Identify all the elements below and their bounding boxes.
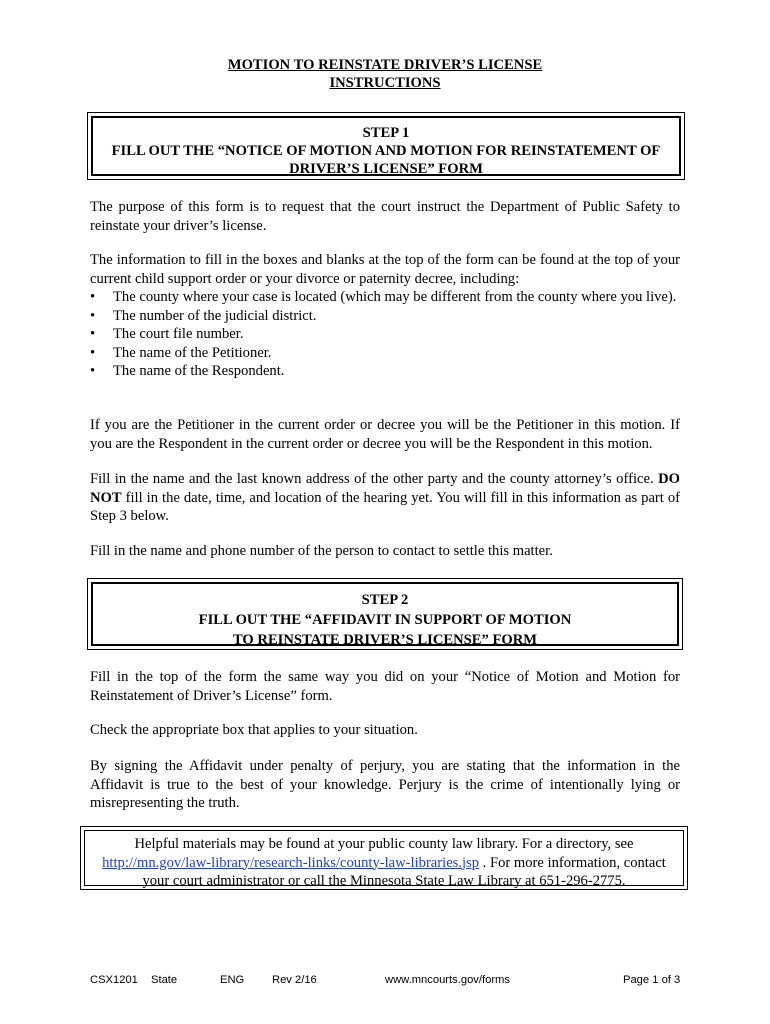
step2-inner-box: [91, 582, 679, 646]
step2-heading: STEP 2: [361, 592, 409, 608]
list-item: [90, 307, 680, 326]
page-footer: [0, 972, 770, 988]
title-line-1: MOTION TO REINSTATE DRIVER’S LICENSE: [227, 57, 543, 73]
fill-name-text-b: fill in the date, time, and location of the hearing yet. You will fill in this information as part of Step 3 below.: [90, 489, 680, 524]
list-item-text: The court file number.: [113, 326, 244, 342]
info-intro-text: The information to fill in the boxes and blanks at the top of the form can be found at the top of your current child support order or your divorce or paternity decree, including:: [90, 252, 680, 287]
bullet-icon: •: [90, 326, 96, 342]
list-item-text: The number of the judicial district.: [113, 307, 317, 324]
fill-name-paragraph: [90, 470, 680, 526]
title-line-2: INSTRUCTIONS: [329, 75, 441, 91]
footer-form-code: CSX1201: [90, 974, 138, 986]
affidavit-paragraph: [90, 757, 680, 813]
help-line-2-rest: . For more information, contact: [479, 854, 666, 871]
contact-text: Fill in the name and phone number of the person to contact to settle this matter.: [90, 543, 553, 559]
step1-title-line-2: DRIVER’S LICENSE” FORM: [289, 161, 483, 177]
info-bullet-list: [90, 288, 680, 381]
fill-name-text: [90, 470, 680, 526]
check-box-paragraph: [90, 721, 680, 740]
list-item: [90, 325, 680, 344]
step1-box: [87, 112, 685, 180]
bullet-icon: •: [90, 307, 96, 324]
step2-box: [87, 578, 683, 650]
step1-title-line-1: FILL OUT THE “NOTICE OF MOTION AND MOTION FOR REINSTATEMENT OF: [111, 143, 661, 159]
step2-title-line-2: TO REINSTATE DRIVER’S LICENSE” FORM: [232, 632, 538, 648]
list-item: [90, 288, 680, 307]
contact-paragraph: [90, 542, 680, 561]
step1-inner-box: [91, 116, 681, 176]
petitioner-paragraph: [90, 416, 680, 453]
list-item-text: The county where your case is located (which may be different from the county where you live).: [113, 289, 677, 305]
fill-name-text-a: Fill in the name and the last known address of the other party and the county attorney’s office.: [90, 471, 654, 487]
petitioner-text: If you are the Petitioner in the current order or decree you will be the Petitioner in this motion. If you are the Respondent in the current order or decree you will be the Respondent in this motion.: [90, 417, 680, 452]
help-line-2: [85, 854, 683, 873]
list-item: [90, 344, 680, 363]
bullet-icon: •: [90, 344, 96, 361]
purpose-paragraph: [90, 198, 680, 235]
helpful-materials-inner-box: [84, 830, 684, 889]
law-library-link[interactable]: http://mn.gov/law-library/research-links/county-law-libraries.jsp: [102, 854, 480, 871]
list-item-text: The name of the Respondent.: [113, 363, 285, 379]
top-of-form-paragraph: [90, 668, 680, 705]
help-line-3: your court administrator or call the Minnesota State Law Library at 651-296-2775.: [142, 873, 626, 889]
affidavit-text: By signing the Affidavit under penalty of perjury, you are stating that the information in the Affidavit is true to the best of your knowledge. Perjury is the crime of intentionally lying or misrepresenting the truth.: [90, 758, 680, 811]
document-title: [0, 56, 770, 92]
do-not-emphasis: DO NOT: [90, 471, 680, 506]
footer-language: ENG: [220, 974, 245, 986]
step1-heading: STEP 1: [362, 125, 410, 141]
footer-page-number: Page 1 of 3: [623, 974, 681, 986]
step2-title-line-1: FILL OUT THE “AFFIDAVIT IN SUPPORT OF MOTION: [198, 612, 572, 628]
purpose-text: The purpose of this form is to request that the court instruct the Department of Public Safety to reinstate your driver’s license.: [90, 199, 680, 234]
check-box-text: Check the appropriate box that applies to your situation.: [90, 722, 418, 738]
footer-url: www.mncourts.gov/forms: [385, 974, 510, 986]
footer-state: State: [151, 974, 178, 986]
footer-revision: Rev 2/16: [272, 974, 317, 986]
list-item: [90, 362, 680, 381]
bullet-icon: •: [90, 363, 96, 379]
help-line-1: Helpful materials may be found at your public county law library. For a directory, see: [134, 836, 634, 852]
top-of-form-text: Fill in the top of the form the same way you did on your “Notice of Motion and Motion for Reinstatement of Driver’s License” form.: [90, 669, 680, 704]
list-item-text: The name of the Petitioner.: [113, 344, 272, 361]
info-section: [90, 251, 680, 381]
bullet-icon: •: [90, 289, 96, 305]
helpful-materials-box: [80, 826, 688, 890]
